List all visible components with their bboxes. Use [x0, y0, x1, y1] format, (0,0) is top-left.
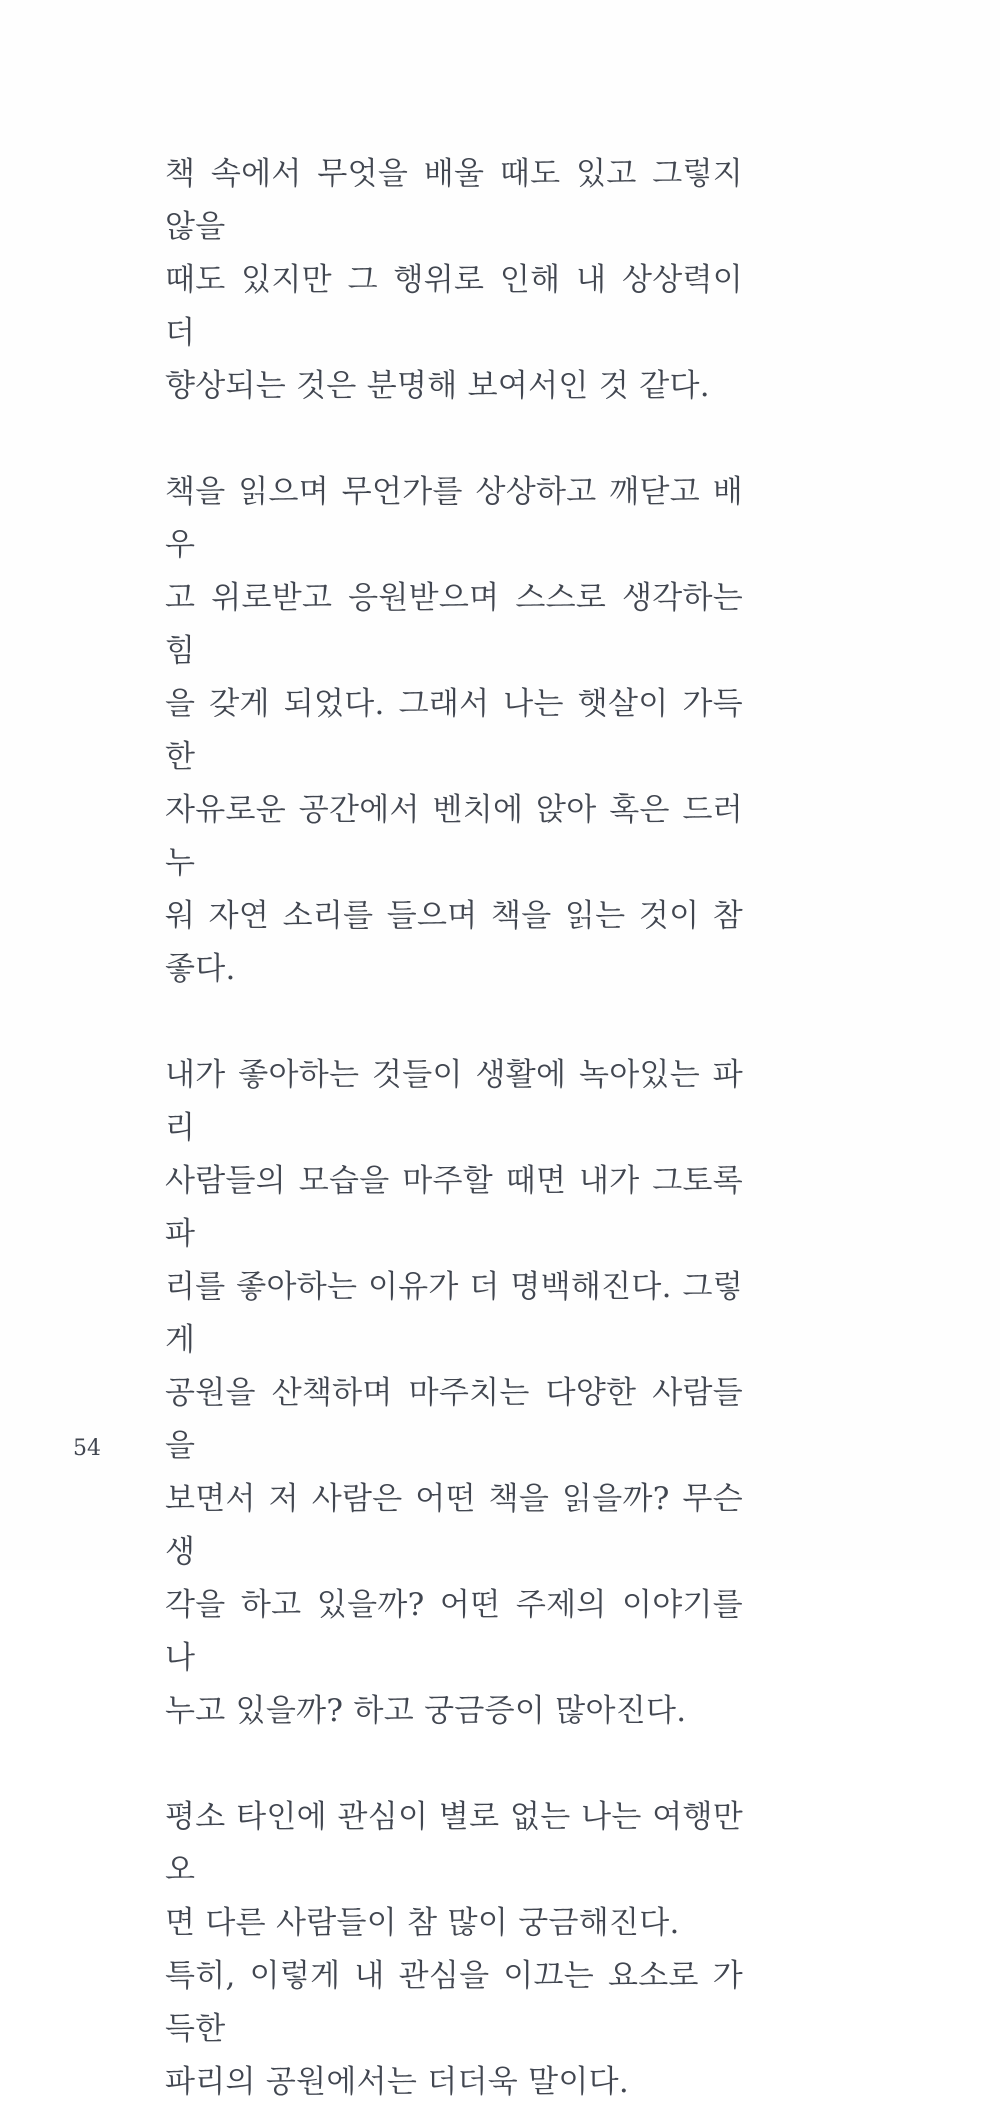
text-line: 사람들의 모습을 마주할 때면 내가 그토록 파 [165, 1163, 743, 1252]
text-line: 평소 타인에 관심이 별로 없는 나는 여행만 오 [165, 1799, 743, 1888]
text-line: 파리의 공원에서는 더더욱 말이다. [165, 2064, 630, 2100]
text-line: 각을 하고 있을까? 어떤 주제의 이야기를 나 [165, 1587, 743, 1676]
text-line: 면 다른 사람들이 참 많이 궁금해진다. [165, 1905, 680, 1941]
paragraph-1 [165, 148, 743, 413]
body-text [165, 148, 743, 2109]
paragraph-4 [165, 1791, 743, 2109]
text-line: 특히, 이렇게 내 관심을 이끄는 요소로 가득한 [165, 1958, 743, 2047]
text-line: 책 속에서 무엇을 배울 때도 있고 그렇지 않을 [165, 156, 743, 245]
text-line: 고 위로받고 응원받으며 스스로 생각하는 힘 [165, 580, 743, 669]
text-line: 을 갖게 되었다. 그래서 나는 햇살이 가득한 [165, 686, 743, 775]
text-line: 향상되는 것은 분명해 보여서인 것 같다. [165, 368, 710, 404]
text-line: 자유로운 공간에서 벤치에 앉아 혹은 드러누 [165, 792, 743, 881]
text-line: 리를 좋아하는 이유가 더 명백해진다. 그렇게 [165, 1269, 743, 1358]
paragraph-2 [165, 466, 743, 996]
text-line: 보면서 저 사람은 어떤 책을 읽을까? 무슨 생 [165, 1481, 743, 1570]
text-line: 공원을 산책하며 마주치는 다양한 사람들을 [165, 1375, 743, 1464]
text-line: 책을 읽으며 무언가를 상상하고 깨닫고 배우 [165, 474, 743, 563]
text-line: 누고 있을까? 하고 궁금증이 많아진다. [165, 1693, 687, 1729]
text-line: 때도 있지만 그 행위로 인해 내 상상력이 더 [165, 262, 743, 351]
text-line: 워 자연 소리를 들으며 책을 읽는 것이 참 좋다. [165, 898, 743, 987]
paragraph-3 [165, 1049, 743, 1738]
page-number: 54 [73, 1436, 101, 1461]
text-line: 내가 좋아하는 것들이 생활에 녹아있는 파리 [165, 1057, 743, 1146]
